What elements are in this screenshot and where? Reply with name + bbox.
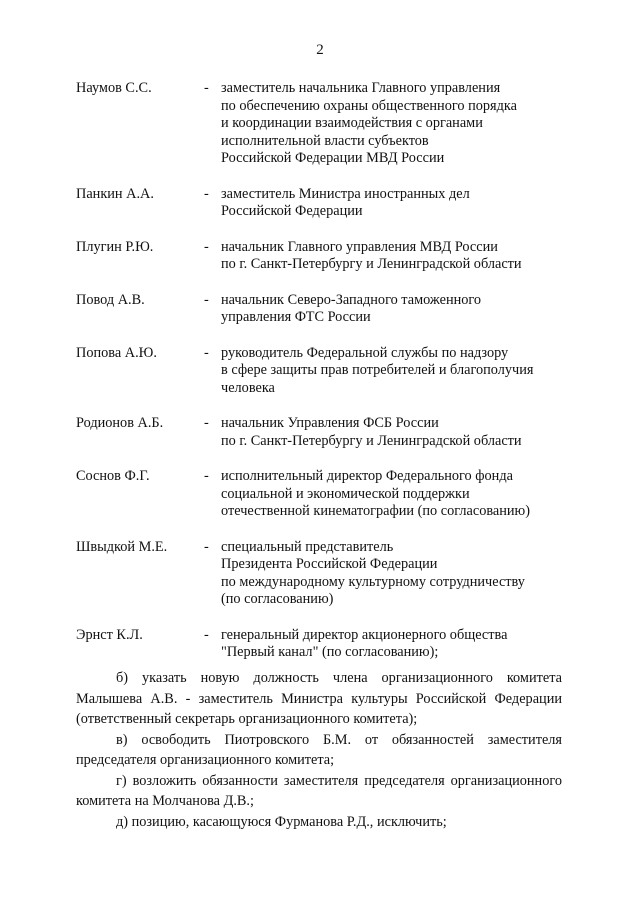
member-name: Соснов Ф.Г. [76,468,150,484]
position-line: (по согласованию) [221,591,334,607]
member-dash: - [204,291,209,308]
member-name: Панкин А.А. [76,185,154,202]
position-line: начальник Управления ФСБ России [221,415,439,431]
paragraph-line: г) возложить обязанности заместителя председателя организационного [116,772,562,789]
member-name: Наумов С.С. [76,80,152,96]
paragraph-line: председателя организационного комитета; [76,752,335,768]
member-dash: - [204,238,209,255]
amendment-paragraph [76,771,562,812]
member-position [221,186,576,221]
position-line: начальник Северо-Западного таможенного [221,291,482,308]
member-position [221,627,576,662]
paragraph-line: в) освободить Пиотровского Б.М. от обязанностей заместителя [116,731,562,748]
member-name: Попова А.Ю. [76,344,157,361]
position-line: по г. Санкт-Петербургу и Ленинградской области [221,432,522,449]
member-name: Повод А.В. [76,291,145,308]
member-dash: - [204,185,209,202]
member-entry [76,468,576,521]
position-line: "Первый канал" (по согласованию); [221,644,439,660]
member-position [221,80,576,168]
member-dash: - [204,80,209,96]
member-entry [76,239,576,274]
committee-members-list [76,80,576,680]
position-line: исполнительный директор Федерального фонда [221,468,513,484]
member-entry [76,345,576,398]
member-position [221,415,576,450]
position-line: руководитель Федеральной службы по надзору [221,344,509,361]
member-position [221,239,576,274]
position-line: начальник Главного управления МВД России [221,238,498,255]
paragraph-line: комитета на Молчанова Д.В.; [76,793,254,809]
member-position [221,539,576,609]
member-position [221,345,576,398]
member-dash: - [204,538,209,555]
member-dash: - [204,344,209,361]
member-entry [76,627,576,662]
paragraph-line: (ответственный секретарь организационного комитета); [76,711,418,727]
position-line: Российской Федерации МВД России [221,150,445,166]
member-name: Родионов А.Б. [76,415,164,431]
member-entry [76,539,576,609]
member-entry [76,80,576,168]
position-line: по г. Санкт-Петербургу и Ленинградской области [221,256,522,272]
member-dash: - [204,468,209,484]
amendment-paragraphs [76,668,562,832]
amendment-paragraph [76,668,562,730]
member-dash: - [204,626,209,643]
member-name: Швыдкой М.Е. [76,538,168,555]
position-line: человека [221,379,275,396]
member-position [221,292,576,327]
member-name: Эрнст К.Л. [76,626,143,643]
position-line: социальной и экономической поддержки [221,485,470,502]
position-line: по международному культурному сотрудничеству [221,573,525,590]
position-line: Президента Российской Федерации [221,556,438,572]
paragraph-line: д) позицию, касающуюся Фурманова Р.Д., исключить; [116,813,447,830]
position-line: исполнительной власти субъектов [221,132,429,149]
paragraph-line: Малышева А.В. - заместитель Министра культуры Российской Федерации [76,690,562,707]
amendment-paragraph [76,730,562,771]
position-line: специальный представитель [221,538,394,555]
member-dash: - [204,415,209,431]
member-entry [76,292,576,327]
position-line: отечественной кинематографии (по согласованию) [221,503,530,519]
member-entry [76,415,576,450]
position-line: и координации взаимодействия с органами [221,115,483,131]
amendment-paragraph [76,812,562,833]
position-line: в сфере защиты прав потребителей и благополучия [221,362,534,378]
position-line: генеральный директор акционерного общества [221,626,508,643]
page-number: 2 [316,42,324,58]
position-line: управления ФТС России [221,309,371,325]
position-line: Российской Федерации [221,203,363,219]
position-line: по обеспечению охраны общественного порядка [221,97,517,114]
position-line: заместитель Министра иностранных дел [221,185,470,202]
position-line: заместитель начальника Главного управления [221,80,501,96]
member-name: Плугин Р.Ю. [76,238,154,255]
paragraph-line: б) указать новую должность члена организационного комитета [116,670,562,686]
member-position [221,468,576,521]
member-entry [76,186,576,221]
